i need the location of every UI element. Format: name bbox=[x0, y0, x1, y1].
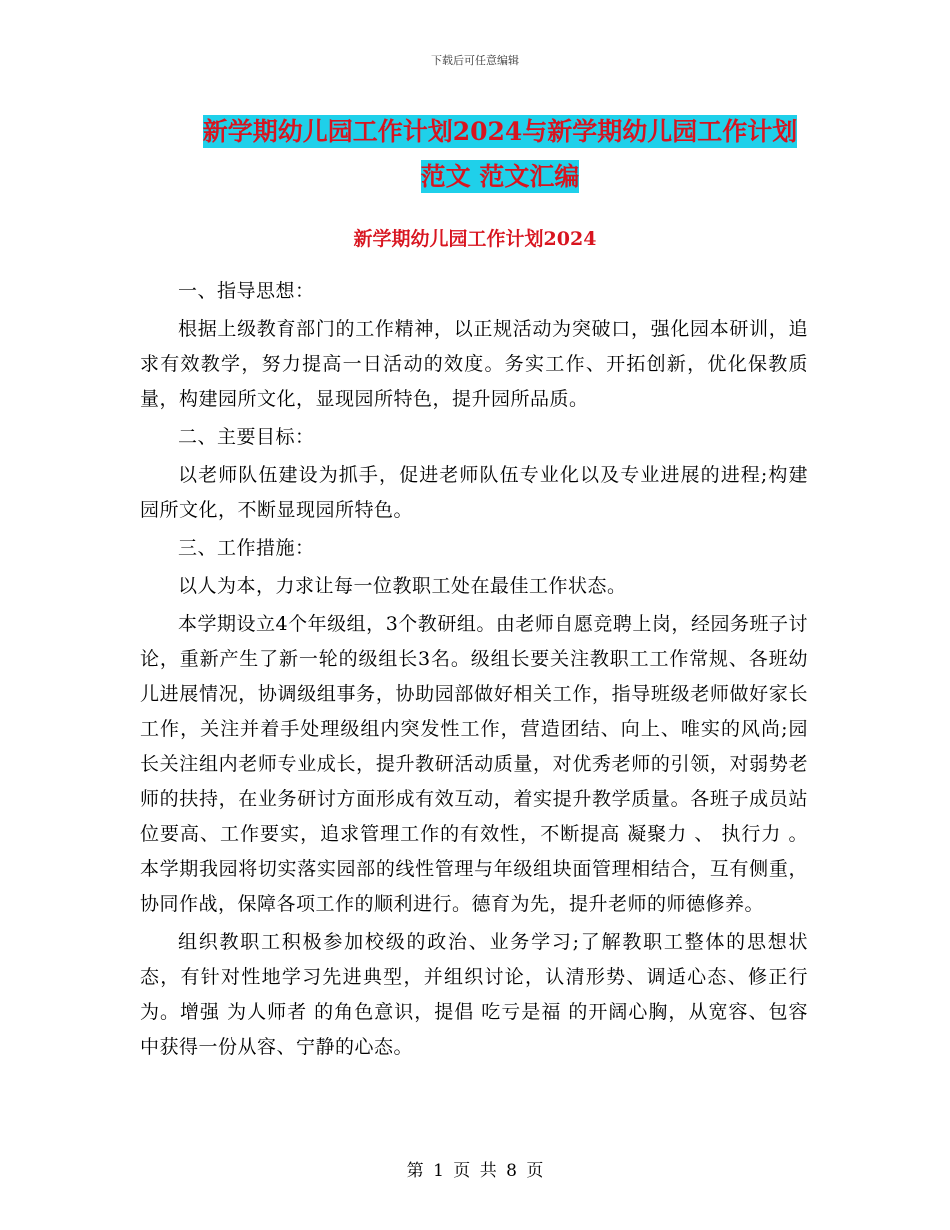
document-title-text-2: 范文 范文汇编 bbox=[420, 162, 580, 191]
heading-main-goals: 二、主要目标： bbox=[178, 426, 315, 448]
paragraph-staff-study: 组织教职工积极参加校级的政治、业务学习;了解教职工整体的思想状态，有针对性地学习先进典型，并组织讨论，认清形势、调适心态、修正行为。增强 为人师者 的角色意识，提倡 吃亏是福 的开阔心胸，从宽容、包容中获得一份从容、宁静的心态。 bbox=[140, 931, 808, 1058]
paragraph-grade-groups: 本学期设立4个年级组，3个教研组。由老师自愿竞聘上岗，经园务班子讨论，重新产生了新一轮的级组长3名。级组长要关注教职工工作常规、各班幼儿进展情况，协调级组事务，协助园部做好相关工作，指导班级老师做好家长工作，关注并着手处理级组内突发性工作，营造团结、向上、唯实的风尚;园长关注组内老师专业成长，提升教研活动质量，对优秀老师的引领，对弱势老师的扶持，在业务研讨方面形成有效互动，着实提升教学质量。各班子成员站位要高、工作要实，追求管理工作的有效性，不断提高 凝聚力 、 执行力 。本学期我园将切实落实园部的线性管理与年级组块面管理相结合，互有侧重，协同作战，保障各项工作的顺利进行。德育为先，提升老师的师德修养。 bbox=[140, 613, 808, 915]
document-body bbox=[140, 274, 808, 1068]
section-title: 新学期幼儿园工作计划2024 bbox=[353, 228, 597, 250]
paragraph-main-goals: 以老师队伍建设为抓手，促进老师队伍专业化以及专业进展的进程;构建园所文化，不断显现园所特色。 bbox=[140, 464, 808, 521]
page-footer: 第 1 页 共 8 页 bbox=[406, 1161, 544, 1181]
document-title-text-1: 新学期幼儿园工作计划2024与新学期幼儿园工作计划 bbox=[202, 117, 798, 146]
page-header-note: 下载后可任意编辑 bbox=[431, 54, 519, 67]
paragraph-guiding-thought: 根据上级教育部门的工作精神，以正规活动为突破口，强化园本研训，追求有效教学，努力提高一日活动的效度。务实工作、开拓创新，优化保教质量，构建园所文化，显现园所特色，提升园所品质。 bbox=[140, 318, 808, 410]
paragraph-people-oriented: 以人为本，力求让每一位教职工处在最佳工作状态。 bbox=[178, 575, 627, 597]
heading-work-measures: 三、工作措施： bbox=[178, 537, 315, 559]
heading-guiding-thought: 一、指导思想： bbox=[178, 280, 315, 302]
document-title-line-2 bbox=[140, 157, 860, 193]
document-title-line-1 bbox=[140, 112, 860, 148]
